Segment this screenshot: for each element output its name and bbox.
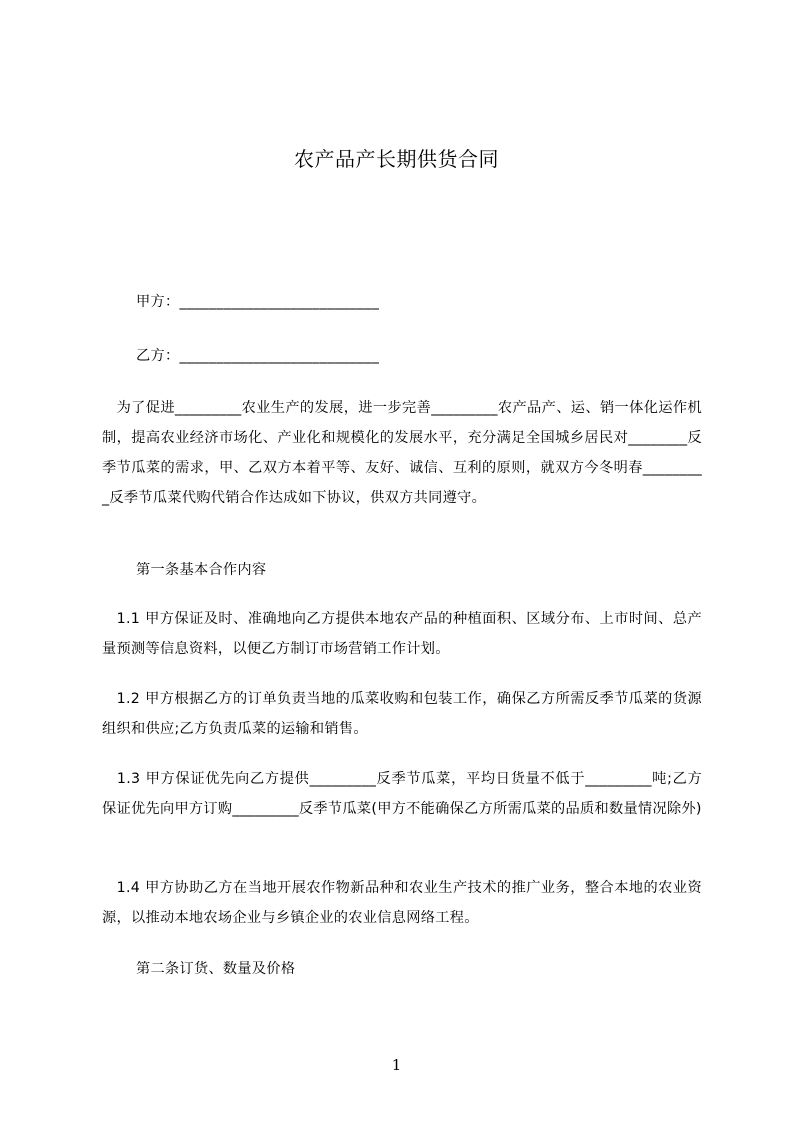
- article-2-heading: 第二条订货、数量及价格: [136, 961, 296, 977]
- clause-1-1: 1.1 甲方保证及时、准确地向乙方提供本地农产品的种植面积、区域分布、上市时间、总产量预测等信息资料，以便乙方制订市场营销工作计划。: [102, 611, 702, 657]
- party-b-line: 乙方：___________________________: [136, 348, 380, 364]
- document-title: 农产品产长期供货合同: [294, 147, 499, 171]
- article-1-heading: 第一条基本合作内容: [136, 562, 267, 578]
- clause-1-4: 1.4 甲方协助乙方在当地开展农作物新品种和农业生产技术的推广业务，整合本地的农业资源，以推动本地农场企业与乡镇企业的农业信息网络工程。: [102, 880, 702, 926]
- clause-1-3: 1.3 甲方保证优先向乙方提供_________反季节瓜菜，平均日货量不低于_________吨;乙方保证优先向甲方订购_________反季节瓜菜(甲方不能确保乙方所需瓜菜的品质和数量情况除外): [102, 771, 702, 817]
- preamble-paragraph: 为了促进_________农业生产的发展，进一步完善_________农产品产、运、销一体化运作机制，提高农业经济市场化、产业化和规模化的发展水平，充分满足全国城乡居民对________反季节瓜菜的需求，甲、乙双方本着平等、友好、诚信、互利的原则，就双方今冬明春_________反季节瓜菜代购代销合作达成如下协议，供双方共同遵守。: [102, 400, 702, 506]
- page-number: 1: [391, 1056, 402, 1074]
- party-a-line: 甲方：___________________________: [136, 294, 380, 310]
- clause-1-2: 1.2 甲方根据乙方的订单负责当地的瓜菜收购和包装工作，确保乙方所需反季节瓜菜的货源组织和供应;乙方负责瓜菜的运输和销售。: [102, 691, 702, 737]
